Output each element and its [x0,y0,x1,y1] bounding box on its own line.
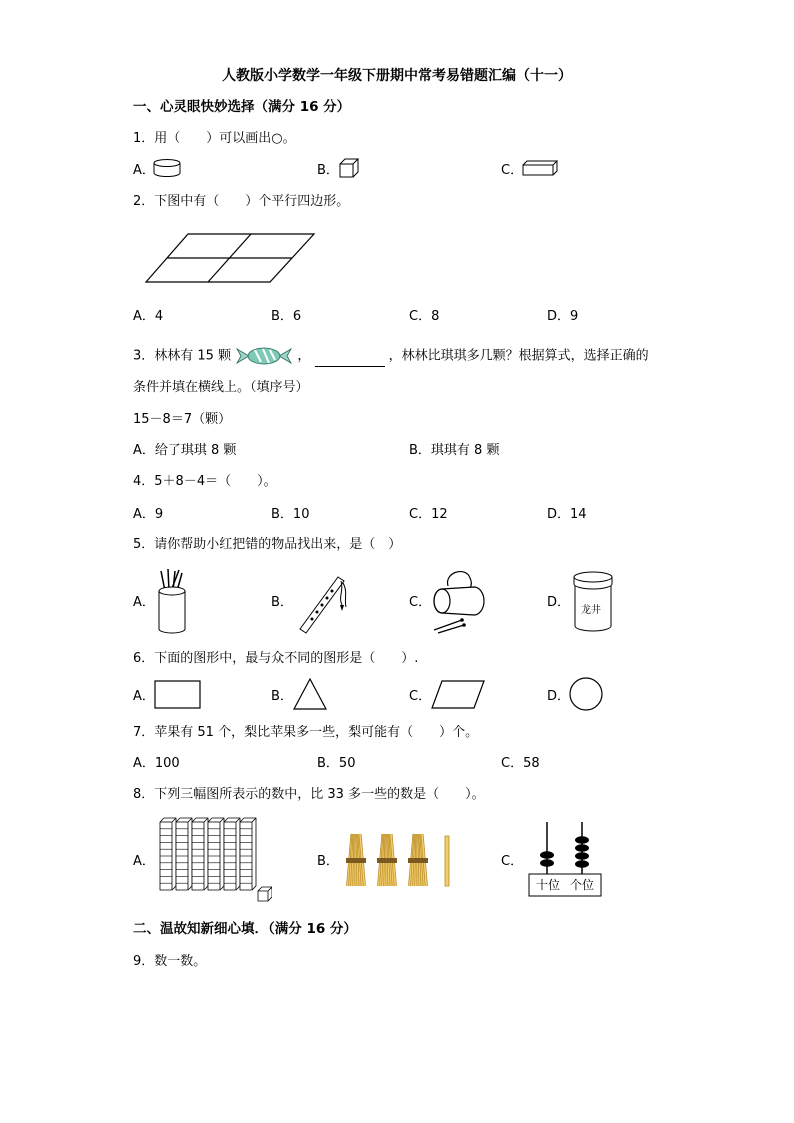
q4-option-c: C．12 [409,507,448,522]
stick-bundle [346,834,366,886]
parallelogram-shape [430,680,486,710]
q3-stem-mid: ， [297,348,311,364]
stick-bundle [408,834,428,886]
q3-stem-suffix: ，林林比琪琪多几颗？根据算式，选择正确的 [388,348,649,364]
q6-option-b-label: B． [271,689,293,704]
cuboid-icon [521,159,561,177]
ten-rod [240,818,256,890]
cube-icon [338,157,360,179]
q1-option-c-label: C． [501,163,524,178]
question-7-stem: 7．苹果有 51 个，梨比苹果多一些，梨可能有（ ）个。 [133,725,479,740]
ten-rods-blocks-figure [158,816,272,904]
q8-option-b-label: B． [317,854,339,869]
drum-icon [430,568,486,636]
q6-option-a-label: A． [133,689,155,704]
q3-stem-prefix: 3．林林有 15 颗 [133,348,232,364]
q5-option-b-label: B． [271,595,293,610]
page-title: 人教版小学数学一年级下册期中常考易错题汇编（十一） [222,68,572,84]
question-5-stem: 5．请你帮助小红把错的物品找出来，是（ ） [133,537,402,552]
q3-option-b: B．琪琪有 8 颗 [409,443,500,458]
tens-place-label: 十位 [536,878,561,892]
single-stick [445,836,449,886]
ten-rod [208,818,224,890]
q2-option-d: D．9 [547,309,579,324]
ten-rod [160,818,176,890]
ones-place-label: 个位 [570,878,595,892]
cylinder-icon [152,158,182,178]
q3-option-a: A．给了琪琪 8 颗 [133,443,237,458]
q6-option-c-label: C． [409,689,432,704]
stick-bundles-figure [342,832,454,888]
section-heading-2: 二、温故知新细心填．（满分 16 分） [133,921,357,937]
q2-option-c: C．8 [409,309,440,324]
q5-option-a-label: A． [133,595,155,610]
q6-option-d-label: D． [547,689,571,704]
rectangle-shape [154,680,202,710]
ten-rod [192,818,208,890]
q5-option-d-label: D． [547,595,571,610]
ten-rod [224,818,240,890]
answer-blank[interactable] [315,354,385,367]
jar-label: 龙井 [581,605,601,616]
ten-rod [176,818,192,890]
question-2-stem: 2．下图中有（ ）个平行四边形。 [133,194,350,209]
pencil-holder-icon [155,567,189,635]
q7-option-a: A．100 [133,756,180,771]
question-3-stem [133,345,649,367]
q3-formula: 15－8＝7（颗） [133,412,232,427]
q1-option-b-label: B． [317,163,339,178]
q7-option-c: C．58 [501,756,540,771]
q8-option-c-label: C． [501,854,524,869]
q4-option-d: D．14 [547,507,587,522]
question-4-stem: 4．5＋8－4＝（ ）。 [133,474,277,489]
section-heading-1: 一、心灵眼快妙选择（满分 16 分） [133,99,351,115]
question-9-stem: 9．数一数。 [133,954,207,969]
q8-option-a-label: A． [133,854,155,869]
question-3-stem-line2: 条件并填在横线上。（填序号） [133,380,309,395]
q1-option-a-label: A． [133,163,155,178]
q2-option-b: B．6 [271,309,302,324]
tea-jar-icon [570,570,616,634]
q4-option-a: A．9 [133,507,164,522]
circle-shape [568,676,604,712]
q7-option-b: B．50 [317,756,356,771]
candy-icon [235,345,293,367]
question-8-stem: 8．下列三幅图所表示的数中，比 33 多一些的数是（ ）。 [133,787,485,802]
stick-bundle [377,834,397,886]
abacus-figure [528,820,602,898]
unit-cube [258,887,272,901]
q5-option-c-label: C． [409,595,432,610]
parallelogram-grid-figure [144,232,316,284]
question-1-stem: 1．用（ ）可以画出○。 [133,131,296,146]
q4-option-b: B．10 [271,507,310,522]
q2-option-a: A．4 [133,309,164,324]
question-6-stem: 6．下面的图形中，最与众不同的图形是（ ）. [133,651,419,666]
triangle-shape [292,677,328,711]
flute-icon [294,571,350,635]
